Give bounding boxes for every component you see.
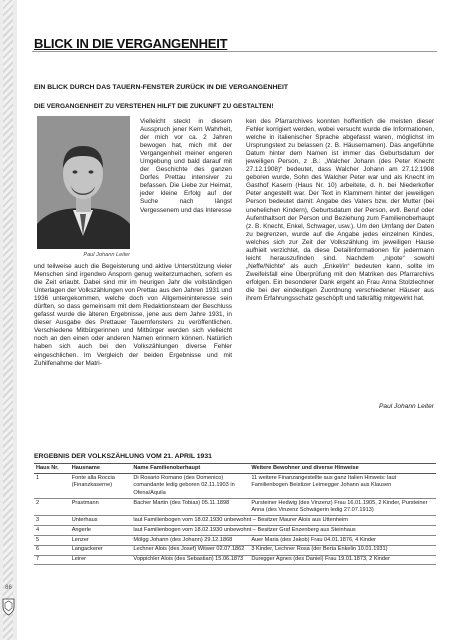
body-text-column1-bottom: und teilweise auch die Begeisterung und aktive Unterstützung vieler Menschen sind irgendwo Ansporn genug weiterzumachen, sofern es die Zeit erlaubt. Dabei sind mir im heurigen Jahr die vollständigen Unterlagen der Volkszählungen von Prettau aus den Jahren 1931 und 1936 untergekommen, welche doch von Allgemeininteresse sein dürften, so dass gemeinsam mit dem Redaktionsteam der Beschluss gefasst wurde die älteren Ergebnisse, jene aus dem Jahre 1931, in dieser Ausgabe des Prettauer Tauernfensters zu veröffentlichen. Verschiedene Mitbürgerinnen und Mitbürger werden sich vielleicht noch an den einen oder anderen Namen erinnern können. Natürlich haben sich auch bei den Volkszählungen diverse Fehler eingeschlichen. Im Vergleich der beiden Ergebnisse und mit Zuhilfenahme der Matri- — [34, 263, 232, 367]
table-row — [34, 474, 436, 498]
page-title: BLICK IN DIE VERGANGENHEIT — [34, 36, 228, 51]
table-row — [34, 535, 436, 545]
table-cell: Fonte alla Roccia (Finanzkaserne) — [70, 474, 132, 498]
decorative-sidebar — [0, 0, 17, 640]
table-cell: 6 — [34, 545, 70, 555]
table-cell: laut Familienbogen vom 18.02.1930 unbewohnt – Besitzer Graf Enzenberg aus Steinhaus — [131, 525, 436, 535]
table-cell: Voppichler Alois (des Sebastian) 15.06.1873 — [131, 555, 249, 565]
table-cell: Pursteiner Hedwig (des Vinzenz) Frau 16.01.1905, 2 Kinder, Pursteiner Anna (des Vinzenz Schwägerin ledig 27.07.1913) — [249, 498, 436, 515]
author-portrait — [37, 116, 130, 249]
table-cell: Di Rosario Romano (des Domenico) comandante ledig geboren 02.11.1903 in Ofena/Aquila — [131, 474, 249, 498]
table-cell: 4 — [34, 525, 70, 535]
table-cell: Unterhaus — [70, 515, 132, 525]
table-cell: 7 — [34, 555, 70, 565]
table-cell: 3 Kinder, Lechner Rosa (der Berta Enkelin 10.01.1931) — [249, 545, 436, 555]
table-cell: Bacher Martin (des Tobias) 05.11.1898 — [131, 498, 249, 515]
table-cell: Lenzer — [70, 535, 132, 545]
table-cell: Langackerer — [70, 545, 132, 555]
table-cell: Duregger Agnes (des Daniel) Frau 19.01.1873, 2 Kinder — [249, 555, 436, 565]
body-text-column1-top: Vielleicht steckt in diesem Ausspruch jener Kern Wahrheit, der mich vor ca. 2 Jahren bewogen hat, mich mit der Vergangenheit meiner engeren Umgebung und bald darauf mit der Geschichte des ganzen Dorfes Prettau intensiver zu befassen. Die Liebe zur Heimat, jeder kleine Erfolg auf der Suche nach längst Vergessenem und das Interesse — [140, 118, 232, 214]
title-divider — [32, 51, 437, 52]
section-subtitle: EIN BLICK DURCH DAS TAUERN-FENSTER ZURÜCK IN DIE VERGANGENHEIT — [34, 84, 289, 91]
table-row — [34, 525, 436, 535]
table-cell: Leirer — [70, 555, 132, 565]
column-header: Weitere Bewohner und diverse Hinweise — [249, 464, 436, 474]
table-title: ERGEBNIS DER VOLKSZÄHLUNG VOM 21. APRIL 1931 — [34, 453, 212, 460]
sidebar-pattern — [3, 0, 13, 640]
table-cell: 2 — [34, 498, 70, 515]
table-cell: Lechner Alois (des Josef) Witwer 02.07.1862 — [131, 545, 249, 555]
table-row — [34, 515, 436, 525]
coat-of-arms-icon — [2, 598, 15, 616]
table-cell: 5 — [34, 535, 70, 545]
table-row — [34, 498, 436, 515]
column-header: Haus Nr. — [34, 464, 70, 474]
table-row — [34, 555, 436, 565]
table-cell: 1 — [34, 474, 70, 498]
column-header: Name Familienoberhaupt — [131, 464, 249, 474]
table-cell: laut Familienbogen vom 18.02.1930 unbewohnt – Besitzer Maurer Alois aus Uttenheim — [131, 515, 436, 525]
page-number: 86 — [5, 585, 12, 591]
author-signature: Paul Johann Leiter — [379, 403, 434, 410]
photo-caption: Paul Johann Leiter — [83, 252, 130, 258]
table-cell: Mölgg Johann (des Johann) 29.12.1868 — [131, 535, 249, 545]
table-cell: Angerle — [70, 525, 132, 535]
table-cell: 3 — [34, 515, 70, 525]
census-table — [34, 463, 436, 565]
table-header-row — [34, 464, 436, 474]
table-row — [34, 545, 436, 555]
lead-heading: DIE VERGANGENHEIT ZU VERSTEHEN HILFT DIE ZUKUNFT ZU GESTALTEN! — [34, 103, 274, 110]
body-text-column2: ken des Pfarrarchives konnten hoffentlich die meisten dieser Fehler korrigiert werden, wobei versucht wurde die Informationen, welche in italienischer Sprache abgefasst waren, möglichst im Ursprungstext zu belassen (z. B. Häusernamen). Das angeführte Datum hinter dem Namen ist immer das Geburtsdatum der jeweiligen Person, z .B.: „Walcher Johann (des Peter Knecht 27.12.1908)“ bedeutet, dass Walcher Johann am 27.12.1908 geboren wurde, Sohn des Walcher Peter war und als Knecht im Gasthof Kasern (Haus Nr. 10) arbeitete, d. h. bei Niederkofler Peter angestellt war. Der Text in Klammern hinter der jeweiligen Person bedeutet damit: Angabe des Vaters bzw. der Mutter (bei unehelichen Kindern), Geburtsdatum der Person, evtl. Beruf oder Aufenthaltsort der Person und Beziehung zum Familienoberhaupt (z. B. Knecht, Enkel, Schwager, usw.). Um den Umfang der Daten zu begrenzen, wurde auf die Angabe jedes einzelnen Kindes, welches sich zur Zeit der Volkszählung im jeweiligen Hause aufhielt verzichtet, da diese Detailinformationen für jedermann leicht herauszufinden sind. Nachdem „nipote“ sowohl „Neffe/Nichte“ als auch „Enkel/in“ bedeuten kann, sollte im Zweifelsfall eine Überprüfung mit den Matriken des Pfarrarchivs erfolgen. Ein besonderer Dank ergeht an Frau Anna Stolzlechner die bei der eindeutigen Zuordnung verschiedener Häuser aus ihrem Erfahrungsschatz geschöpft und tatkräftig mitgewirkt hat. — [246, 118, 434, 303]
table-cell: Auer Maria (des Jakob) Frau 04.01.1876, 4 Kinder — [249, 535, 436, 545]
column-header: Hausname — [70, 464, 132, 474]
table-cell: 11 weitere Finanzangestellte aus ganz Italien Hinweis: laut Familienbogen Beistizer Leimegger Johann aus Klausen — [249, 474, 436, 498]
table-cell: Prastmann — [70, 498, 132, 515]
